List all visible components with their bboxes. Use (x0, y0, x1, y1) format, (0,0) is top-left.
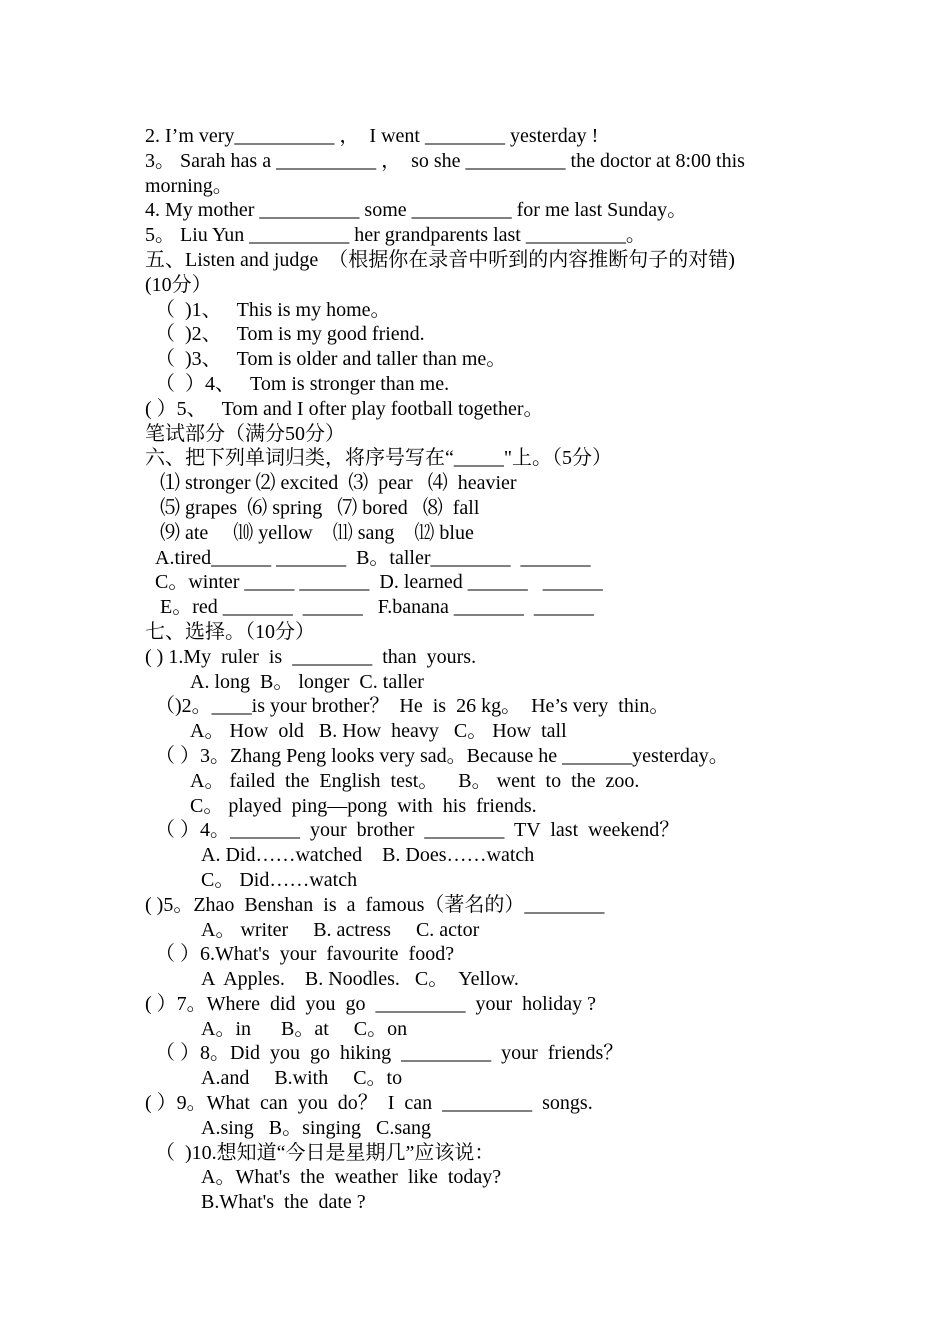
choice-question-9: ( ）9。What can you do？ I can _________ songs. (145, 1092, 593, 1115)
choice-question-6: （ ）6.What's your favourite food? (155, 943, 455, 966)
judge-item-5: ( ）5、 Tom and I ofter play football together。 (145, 397, 544, 420)
choice-options-1: A. long B。 longer C. taller (190, 670, 424, 693)
choice-question-7: ( ）7。Where did you go _________ your holiday ? (145, 992, 597, 1015)
choice-options-9: A.sing B。singing C.sang (201, 1116, 432, 1139)
section-5-heading: 五、Listen and judge （根据你在录音中听到的内容推断句子的对错) (145, 248, 735, 271)
word-row-2: ⑸ grapes ⑹ spring ⑺ bored ⑻ fall (160, 496, 480, 519)
choice-question-4: （ ）4。_______ your brother ________ TV last weekend？ (155, 819, 680, 842)
choice-options-4b: C。 Did……watch (201, 868, 358, 891)
choice-options-8: A.and B.with C。to (201, 1067, 403, 1090)
choice-options-10a: A。What's the weather like today? (201, 1166, 502, 1189)
choice-options-7: A。in B。at C。on (201, 1017, 408, 1040)
question-4-5: 5。 Liu Yun __________ her grandparents last __________。 (145, 224, 646, 247)
judge-item-4: （ ）4、 Tom is stronger than me. (155, 372, 450, 395)
question-4-2: 2. I’m very__________ ， I went ________ yesterday ! (145, 125, 599, 147)
category-row-1: A.tired______ _______ B。taller________ _______ (155, 546, 591, 569)
choice-options-6: A Apples. B. Noodles. C。 Yellow. (201, 968, 519, 991)
choice-options-3b: C。 played ping—pong with his friends. (190, 794, 537, 817)
category-row-2: C。winter _____ _______ D. learned ______ ______ (155, 571, 603, 594)
choice-options-3a: A。 failed the English test。 B。 went to the zoo. (190, 769, 640, 792)
judge-item-1: （ )1、 This is my home。 (155, 298, 391, 321)
choice-options-5: A。 writer B. actress C. actor (201, 918, 480, 941)
judge-item-2: （ )2、 Tom is my good friend. (155, 323, 425, 346)
word-row-1: ⑴ stronger ⑵ excited ⑶ pear ⑷ heavier (160, 472, 517, 495)
choice-question-10: （ )10.想知道“今日是星期几”应该说： (155, 1141, 495, 1164)
question-4-4: 4. My mother __________ some __________ for me last Sunday。 (145, 199, 688, 222)
section-6-heading: 六、把下列单词归类，将序号写在“_____"上。（5分） (145, 447, 613, 470)
question-4-3: 3。 Sarah has a __________ ， so she __________ the doctor at 8:00 this (145, 149, 745, 172)
written-part-heading: 笔试部分（满分50分） (145, 422, 345, 445)
category-row-3: E。red _______ ______ F.banana _______ ______ (160, 596, 594, 619)
question-4-3-cont: morning。 (145, 174, 233, 197)
choice-question-8: （ ）8。Did you go hiking _________ your friends？ (155, 1042, 624, 1065)
exam-content (145, 124, 825, 1215)
choice-question-2: （)2。____is your brother？ He is 26 kg。 He’s very thin。 (155, 695, 670, 718)
choice-options-4a: A. Did……watched B. Does……watch (201, 844, 535, 867)
section-5-score: (10分） (145, 273, 212, 296)
choice-options-2: A。 How old B. How heavy C。 How tall (190, 720, 567, 743)
judge-item-3: （ )3、 Tom is older and taller than me。 (155, 348, 507, 371)
choice-question-5: ( )5。Zhao Benshan is a famous（著名的）________ (145, 893, 605, 916)
section-7-heading: 七、选择。（10分） (145, 620, 315, 643)
choice-options-10b: B.What's the date ? (201, 1191, 366, 1214)
word-row-3: ⑼ ate ⑽ yellow ⑾ sang ⑿ blue (160, 521, 474, 544)
choice-question-1: ( ) 1.My ruler is ________ than yours. (145, 645, 477, 668)
choice-question-3: （ ）3。Zhang Peng looks very sad。Because he _______yesterday。 (155, 744, 729, 767)
